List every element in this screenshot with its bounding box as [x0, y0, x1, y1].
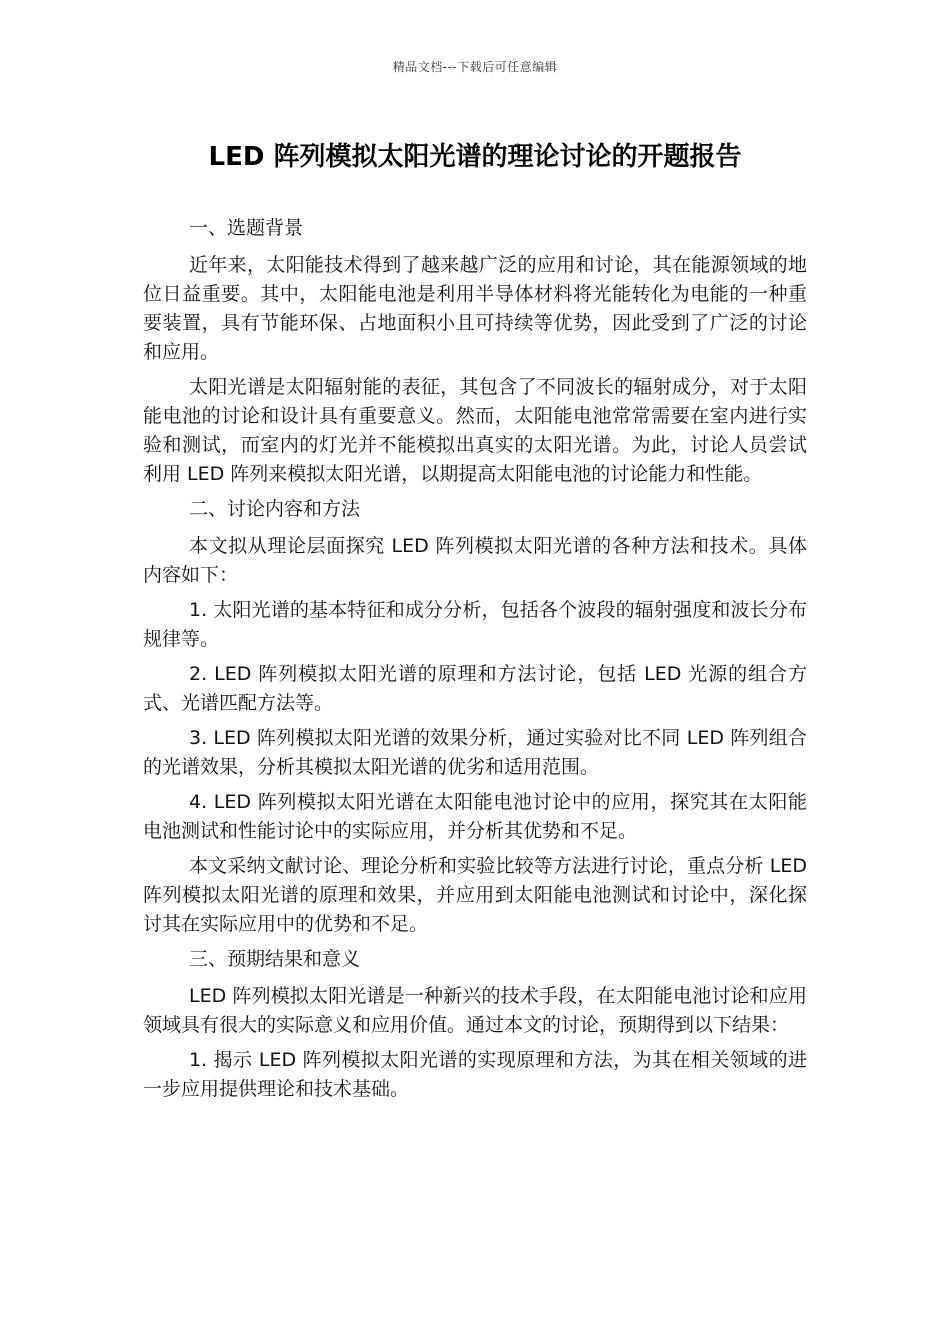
section-heading-background: 一、选题背景 [189, 217, 304, 239]
section-heading-content-method: 二、讨论内容和方法 [189, 498, 361, 520]
list-item-content-3: 3. LED 阵列模拟太阳光谱的效果分析，通过实验对比不同 LED 阵列组合的光谱效果，分析其模拟太阳光谱的优劣和适用范围。 [143, 727, 807, 778]
paragraph-background-1: 近年来，太阳能技术得到了越来越广泛的应用和讨论，其在能源领域的地位日益重要。其中，太阳能电池是利用半导体材料将光能转化为电能的一种重要装置，具有节能环保、占地面积小且可持续等优势，因此受到了广泛的讨论和应用。 [143, 254, 807, 363]
paragraph-method: 本文采纳文献讨论、理论分析和实验比较等方法进行讨论，重点分析 LED 阵列模拟太阳光谱的原理和效果，并应用到太阳能电池测试和讨论中，深化探讨其在实际应用中的优势和不足。 [143, 855, 807, 935]
paragraph-background-2: 太阳光谱是太阳辐射能的表征，其包含了不同波长的辐射成分，对于太阳能电池的讨论和设计具有重要意义。然而，太阳能电池常常需要在室内进行实验和测试，而室内的灯光并不能模拟出真实的太阳光谱。为此，讨论人员尝试利用 LED 阵列来模拟太阳光谱，以期提高太阳能电池的讨论能力和性能。 [143, 376, 807, 485]
page-header-watermark: 精品文档---下载后可任意编辑 [392, 60, 558, 74]
document-title: LED 阵列模拟太阳光谱的理论讨论的开题报告 [208, 142, 742, 172]
list-item-content-2: 2. LED 阵列模拟太阳光谱的原理和方法讨论，包括 LED 光源的组合方式、光谱匹配方法等。 [143, 663, 807, 714]
section-heading-expected-results: 三、预期结果和意义 [189, 948, 361, 970]
document-body [143, 214, 807, 1110]
list-item-results-1: 1. 揭示 LED 阵列模拟太阳光谱的实现原理和方法，为其在相关领域的进一步应用提供理论和技术基础。 [143, 1049, 807, 1100]
paragraph-content-intro: 本文拟从理论层面探究 LED 阵列模拟太阳光谱的各种方法和技术。具体内容如下： [143, 535, 807, 586]
list-item-content-4: 4. LED 阵列模拟太阳光谱在太阳能电池讨论中的应用，探究其在太阳能电池测试和性能讨论中的实际应用，并分析其优势和不足。 [143, 791, 807, 842]
list-item-content-1: 1. 太阳光谱的基本特征和成分分析，包括各个波段的辐射强度和波长分布规律等。 [143, 599, 807, 650]
paragraph-results-intro: LED 阵列模拟太阳光谱是一种新兴的技术手段，在太阳能电池讨论和应用领域具有很大的实际意义和应用价值。通过本文的讨论，预期得到以下结果： [143, 985, 807, 1036]
